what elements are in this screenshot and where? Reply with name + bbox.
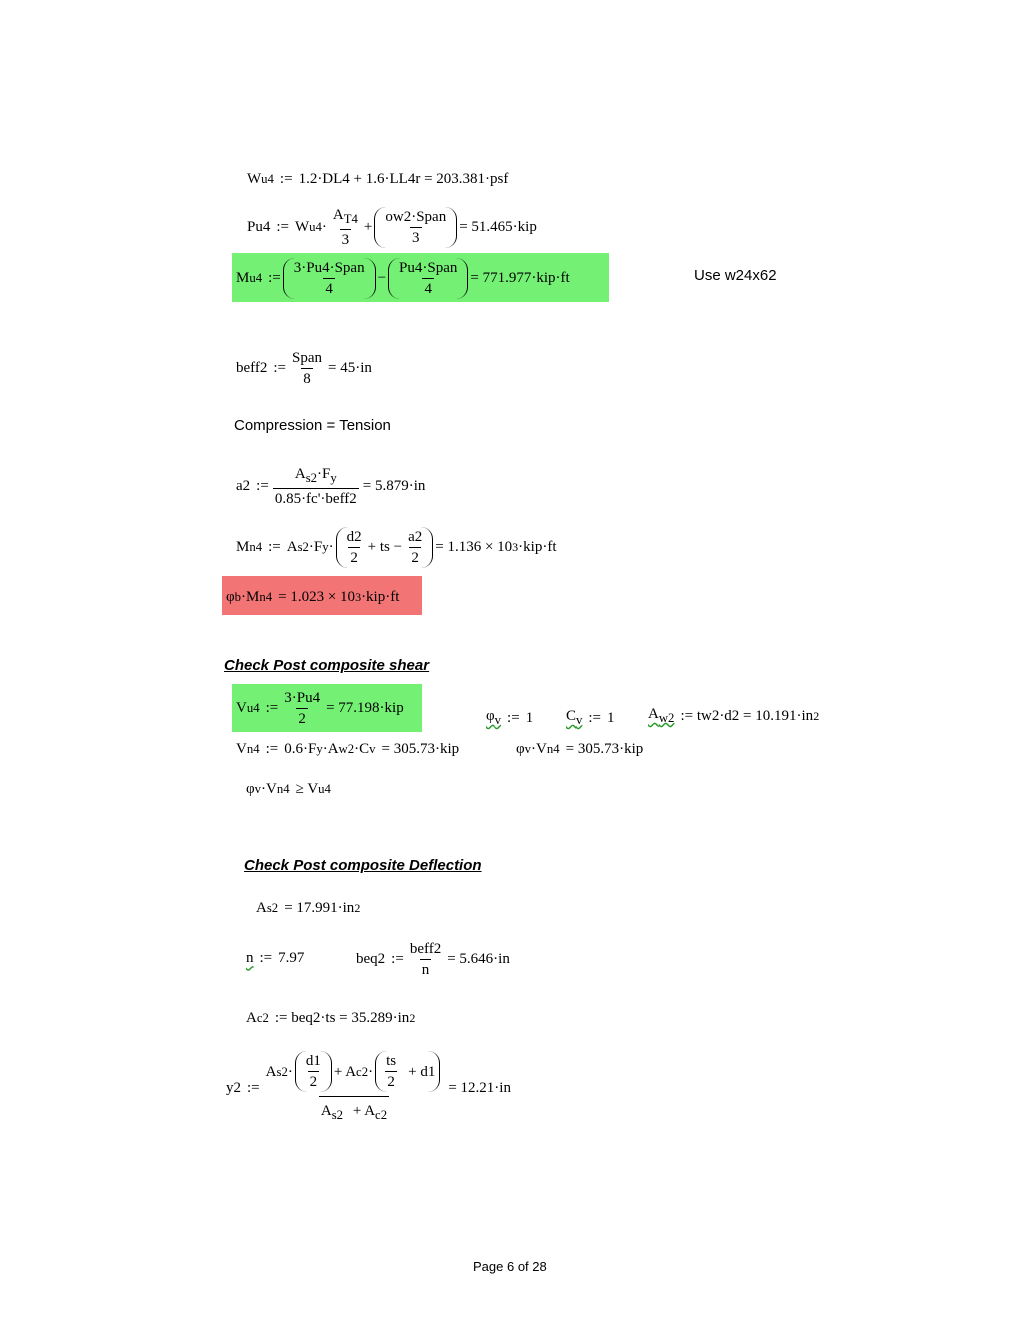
eq-mu4: M u4 := $\frac{\text{3·Pu4·Span}}{4}$ − $\frac{\text{Pu4·Span}}{4}$ = 771.977·kip·ft [236,259,570,297]
eq-wu4: W u4 := 1.2·DL4 + 1.6·LL4r = 203.381·psf [247,170,509,187]
eq-vn4: V n4 := 0.6·F y ·A w2 ·C v = 305.73·kip [236,740,460,757]
eq-phi-v: $\varphi_v$ := 1 [486,708,534,727]
eq-as2: A s2 = 17.991·in 2 [256,899,361,916]
eq-phi-mn4: φ b ·M n4 = 1.023 × 10 3 ·kip·ft [226,588,400,605]
eq-beq2: beq2 := $\frac{\text{beff2}}{n}$ = 5.646·in [356,940,510,978]
eq-ac2: A c2 := beq2·ts = 35.289·in 2 [246,1009,416,1026]
eq-n: n := 7.97 [246,949,305,966]
eq-beff2: beff2 := $\frac{\text{Span}}{8}$ = 45·in [236,349,372,387]
use-section-note: Use w24x62 [694,267,777,284]
heading-shear: Check Post composite shear [224,657,430,674]
eq-a2: a2 := $\frac{A_{s2}\cdot F_y}{\text{0.85·fc'·beff2}}$ = 5.879·in [236,465,426,507]
eq-aw2: $A_{w2}$ := tw2·d2 = 10.191·in 2 [648,706,820,725]
eq-vu4: V u4 := $\frac{3\cdot Pu4}{2}$ = 77.198·kip [236,689,404,727]
eq-pu4: Pu4 := W u4 · $\frac{A_{T4}}{3}$ + $\frac{\text{ow2·Span}}{3}$ = 51.465·kip [247,206,537,248]
page-footer: Page 6 of 28 [473,1259,547,1274]
eq-mn4: M n4 := A s2 ·F y · $\frac{d2}{2}$ + ts − $\frac{a2}{2}$ = 1.136 × 10 3 ·kip·ft [236,528,557,566]
compression-tension-text: Compression = Tension [234,417,391,434]
eq-y2: y2 := A s2 · $\frac{d1}{2}$ + A c2 · $\frac{ts}{2}$ + d1 $A_{s2} + A_{c2}$ = 12.21·in [226,1048,511,1128]
eq-cv: $C_v$ := 1 [566,708,615,727]
eq-shear-check: φ v ·V n4 ≥ V u4 [246,780,331,797]
heading-deflection: Check Post composite Deflection [244,857,482,874]
eq-phi-vn4: φ v ·V n4 = 305.73·kip [516,740,644,757]
